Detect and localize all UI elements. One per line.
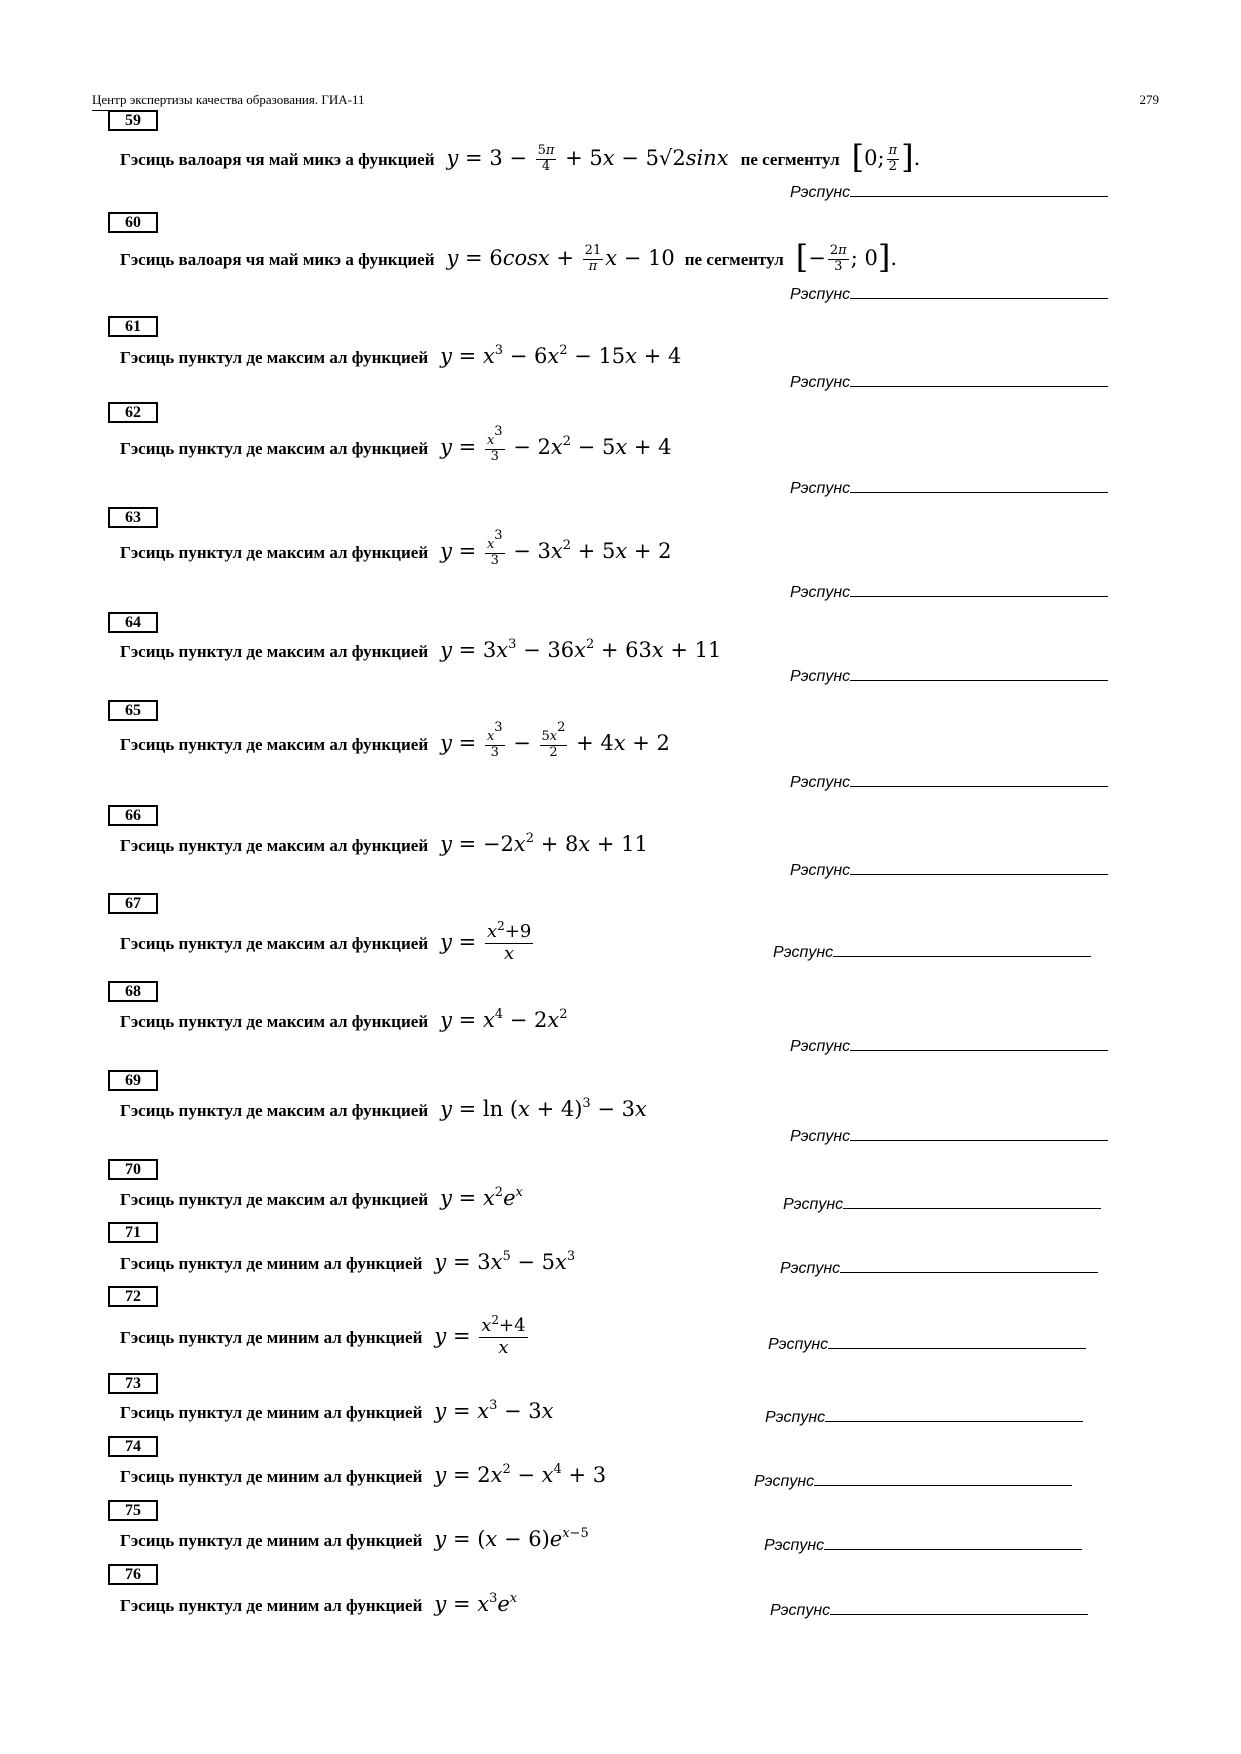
problem-number-63: 63 xyxy=(108,507,158,528)
problem-number-64: 64 xyxy=(108,612,158,633)
answer-field[interactable] xyxy=(764,1535,1082,1555)
problem-72 xyxy=(120,1313,530,1358)
answer-field[interactable] xyxy=(790,478,1108,498)
problem-75 xyxy=(120,1527,589,1551)
formula: y = $\frac{x^2+9}{x}$ xyxy=(440,919,532,964)
problem-text: Гэсиць пунктул де максим ал функцией xyxy=(120,642,429,661)
answer-label: Рэспунс xyxy=(764,1537,825,1554)
answer-label: Рэспунс xyxy=(790,584,851,601)
problem-number-74: 74 xyxy=(108,1436,158,1457)
problem-number-67: 67 xyxy=(108,893,158,914)
segment-word: пе сегментул xyxy=(684,249,784,269)
answer-field[interactable] xyxy=(770,1600,1088,1620)
problem-number-70: 70 xyxy=(108,1159,158,1180)
formula: y = 6cosx + $\frac{21}{\pi}$ x − 10 xyxy=(446,243,675,274)
problem-text: Гэсиць пунктул де максим ал функцией xyxy=(120,542,429,562)
problem-text: Гэсиць пунктул де максим ал функцией xyxy=(120,836,429,855)
problem-74 xyxy=(120,1463,606,1487)
formula: y = $\frac{x^3}{3}$ − $\frac{5x^2}{2}$ + 4x + 2 xyxy=(440,720,670,760)
answer-field[interactable] xyxy=(790,772,1108,792)
segment-formula: [0; $\frac{\pi}{2}$ ]. xyxy=(851,137,921,176)
problem-number-65: 65 xyxy=(108,700,158,721)
answer-label: Рэспунс xyxy=(790,1038,851,1055)
problem-text: Гэсиць пунктул де максим ал функцией xyxy=(120,438,429,458)
formula: y = $\frac{x^3}{3}$ − $3x^2 + 5x + 2$ xyxy=(440,528,672,568)
answer-label: Рэспунс xyxy=(790,1128,851,1145)
answer-label: Рэспунс xyxy=(780,1260,841,1277)
problem-text: Гэсиць пунктул де максим ал функцией xyxy=(120,1190,429,1209)
answer-label: Рэспунс xyxy=(773,944,834,961)
problem-number-75: 75 xyxy=(108,1500,158,1521)
answer-field[interactable] xyxy=(790,372,1108,392)
answer-field[interactable] xyxy=(790,284,1108,304)
problem-number-66: 66 xyxy=(108,805,158,826)
answer-label: Рэспунс xyxy=(790,480,851,497)
problem-number-76: 76 xyxy=(108,1564,158,1585)
answer-label: Рэспунс xyxy=(790,862,851,879)
problem-number-61: 61 xyxy=(108,316,158,337)
problem-text: Гэсиць пунктул де максим ал функцией xyxy=(120,933,429,953)
problem-text: Гэсиць пунктул де максим ал функцией xyxy=(120,348,429,367)
problem-text: Гэсиць пунктул де миним ал функцией xyxy=(120,1254,423,1273)
problem-text: Гэсиць пунктул де максим ал функцией xyxy=(120,1012,429,1031)
problem-61 xyxy=(120,344,681,368)
formula: y = $\frac{x^3}{3}$ − $2x^2 - 5x + 4$ xyxy=(440,424,672,464)
formula: $y = (x - 6)e^{x-5}$ xyxy=(434,1526,589,1551)
problem-number-60: 60 xyxy=(108,212,158,233)
formula: $y = x^4 - 2x^2$ xyxy=(440,1007,568,1032)
formula: $y = 3x^3 - 36x^2 + 63x + 11$ xyxy=(440,637,722,662)
answer-label: Рэспунс xyxy=(765,1409,826,1426)
answer-field[interactable] xyxy=(790,666,1108,686)
formula: $y = x^3 - 3x$ xyxy=(434,1398,554,1423)
answer-field[interactable] xyxy=(780,1258,1098,1278)
answer-label: Рэспунс xyxy=(783,1196,844,1213)
problem-68 xyxy=(120,1008,568,1032)
problem-text: Гэсиць пунктул де миним ал функцией xyxy=(120,1596,423,1615)
answer-label: Рэспунс xyxy=(790,286,851,303)
answer-field[interactable] xyxy=(754,1471,1072,1491)
answer-label: Рэспунс xyxy=(790,374,851,391)
segment-word: пе сегментул xyxy=(740,149,840,169)
answer-label: Рэспунс xyxy=(790,774,851,791)
answer-field[interactable] xyxy=(790,1036,1108,1056)
problem-text: Гэсиць пунктул де миним ал функцией xyxy=(120,1403,423,1422)
problem-64 xyxy=(120,638,721,662)
problem-66 xyxy=(120,832,648,856)
formula: $y = x^2e^x$ xyxy=(440,1185,523,1210)
formula: $y = 3x^5 - 5x^3$ xyxy=(434,1249,576,1274)
formula: $y = \ln (x + 4)^3 - 3x$ xyxy=(440,1096,647,1121)
answer-field[interactable] xyxy=(790,182,1108,202)
problem-number-72: 72 xyxy=(108,1286,158,1307)
answer-field[interactable] xyxy=(765,1407,1083,1427)
formula: $y = 2x^2 - x^4 + 3$ xyxy=(434,1462,607,1487)
formula: y = 3 − $\frac{5\pi}{4}$ + 5x − 5√2sinx xyxy=(446,143,729,174)
problem-65 xyxy=(120,720,670,761)
problem-69 xyxy=(120,1097,647,1121)
answer-field[interactable] xyxy=(790,582,1108,602)
problem-67 xyxy=(120,919,535,964)
answer-field[interactable] xyxy=(768,1334,1086,1354)
formula: y = $\frac{x^2+4}{x}$ xyxy=(434,1313,526,1358)
answer-label: Рэспунс xyxy=(790,184,851,201)
problem-73 xyxy=(120,1399,554,1423)
problem-59 xyxy=(120,137,921,176)
problem-71 xyxy=(120,1250,575,1274)
answer-label: Рэспунс xyxy=(770,1602,831,1619)
segment-formula: [− $\frac{2\pi}{3}$ ; 0]. xyxy=(795,237,897,276)
answer-field[interactable] xyxy=(783,1194,1101,1214)
formula: $y = x^3e^x$ xyxy=(434,1591,518,1616)
problem-number-62: 62 xyxy=(108,402,158,423)
formula: $y = x^3 - 6x^2 - 15x + 4$ xyxy=(440,343,682,368)
answer-field[interactable] xyxy=(790,1126,1108,1146)
problem-text: Гэсиць валоаря чя май микэ а функцией xyxy=(120,249,435,269)
answer-label: Рэспунс xyxy=(768,1336,829,1353)
problem-text: Гэсиць валоаря чя май микэ а функцией xyxy=(120,149,435,169)
problem-text: Гэсиць пунктул де миним ал функцией xyxy=(120,1467,423,1486)
formula: $y = -2x^2 + 8x + 11$ xyxy=(440,831,648,856)
page-number: 279 xyxy=(1139,92,1159,107)
problem-63 xyxy=(120,528,672,569)
problem-number-59: 59 xyxy=(108,110,158,131)
problem-text: Гэсиць пунктул де миним ал функцией xyxy=(120,1531,423,1550)
answer-label: Рэспунс xyxy=(790,668,851,685)
problem-text: Гэсиць пунктул де миним ал функцией xyxy=(120,1327,423,1347)
problem-62 xyxy=(120,424,672,465)
problem-text: Гэсиць пунктул де максим ал функцией xyxy=(120,1101,429,1120)
answer-field[interactable] xyxy=(773,942,1091,962)
problem-text: Гэсиць пунктул де максим ал функцией xyxy=(120,734,429,754)
answer-label: Рэспунс xyxy=(754,1473,815,1490)
problem-76 xyxy=(120,1592,517,1616)
problem-number-71: 71 xyxy=(108,1222,158,1243)
problem-70 xyxy=(120,1186,523,1210)
problem-number-68: 68 xyxy=(108,981,158,1002)
answer-field[interactable] xyxy=(790,860,1108,880)
problem-number-73: 73 xyxy=(108,1373,158,1394)
document-header-title: Центр экспертизы качества образования. ГИА-11 xyxy=(92,92,365,107)
problem-number-69: 69 xyxy=(108,1070,158,1091)
problem-60 xyxy=(120,237,897,276)
